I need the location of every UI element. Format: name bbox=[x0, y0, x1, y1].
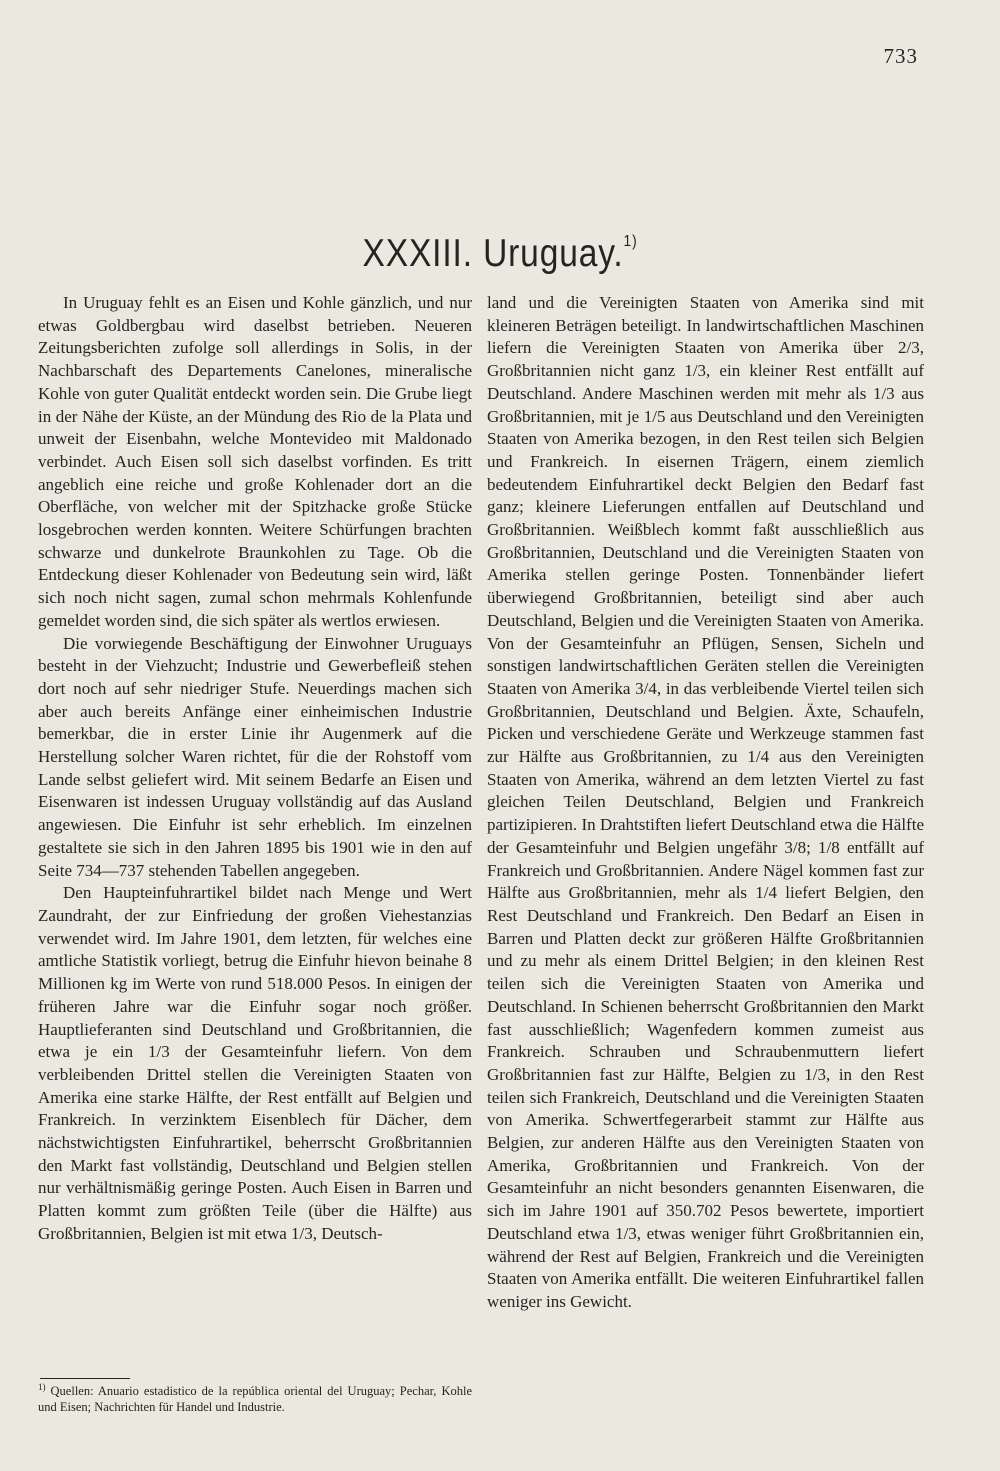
title-text: XXXIII. Uruguay. bbox=[362, 232, 624, 275]
footnote-marker: 1) bbox=[38, 1382, 46, 1392]
paragraph: In Uruguay fehlt es an Eisen und Kohle gänzlich, und nur etwas Goldbergbau wird daselbst betrieben. Neueren Zeitungsberichten zufolge soll allerdings in Solis, in der Nachbarschaft des Departements Canelones, mineralische Kohle von guter Qualität entdeckt worden sein. Die Grube liegt in der Nähe der Küste, an der Mündung des Rio de la Plata und unweit der Eisenbahn, welche Montevideo mit Maldonado verbindet. Auch Eisen soll sich daselbst vorfinden. Es tritt angeblich eine reiche und große Kohlenader dort an die Oberfläche, von welcher mit der Spitzhacke große Stücke losgebrochen werden konnten. Weitere Schürfungen brachten schwarze und dunkelrote Braunkohlen zu Tage. Ob die Entdeckung dieser Kohlenader von Bedeutung sein wird, läßt sich noch nicht sagen, zumal schon mehrmals Kohlenfunde gemeldet worden sind, die sich später als wertlos erwiesen. bbox=[38, 293, 472, 630]
right-column bbox=[487, 292, 924, 1314]
paragraph: Die vorwiegende Beschäftigung der Einwohner Uruguays besteht in der Viehzucht; Industrie und Gewerbefleiß stehen dort noch auf sehr niedriger Stufe. Neuerdings machen sich aber auch bereits Anfänge einer einheimischen Industrie bemerkbar, die in erster Linie ihr Augenmerk auf die Herstellung solcher Waren richtet, für die der Rohstoff vom Lande selbst geliefert wird. Mit seinem Bedarfe an Eisen und Eisenwaren ist indessen Uruguay vollständig auf das Ausland angewiesen. Die Einfuhr ist sehr erheblich. Im einzelnen gestaltete sie sich in den Jahren 1895 bis 1901 wie in den auf Seite 734—737 stehenden Tabellen angegeben. bbox=[38, 633, 472, 880]
page-number: 733 bbox=[883, 44, 918, 68]
footnote-text: Quellen: Anuario estadistico de la república oriental del Uruguay; Pechar, Kohle und Eisen; Nachrichten für Handel und Industrie. bbox=[38, 1384, 472, 1414]
footnote-rule bbox=[40, 1378, 130, 1379]
paragraph: Den Haupteinfuhrartikel bildet nach Menge und Wert Zaundraht, der zur Einfriedung der großen Viehestanzias verwendet wird. Im Jahre 1901, dem letzten, für welches eine amtliche Statistik vorliegt, betrug die Einfuhr hievon beinahe 8 Millionen kg im Werte von rund 518.000 Pesos. In einigen der früheren Jahre war die Einfuhr sogar noch größer. Hauptlieferanten sind Deutschland und Großbritannien, die etwa je ein 1/3 der Gesamteinfuhr liefern. Von dem verbleibenden Drittel stellen die Vereinigten Staaten von Amerika eine starke Hälfte, der Rest entfällt auf Belgien und Frankreich. In verzinktem Eisenblech für Dächer, dem nächstwichtigsten Einfuhrartikel, beherrscht Großbritannien den Markt fast vollständig, Deutschland und Belgien stellen nur verhältnismäßig geringe Posten. Auch Eisen in Barren und Platten kommt zum größten Teile (über die Hälfte) aus Großbritannien, Belgien ist mit etwa 1/3, Deutsch- bbox=[38, 883, 472, 1243]
footnote bbox=[38, 1380, 472, 1415]
title-footnote-marker: 1) bbox=[623, 233, 638, 250]
paragraph: land und die Vereinigten Staaten von Amerika sind mit kleineren Beträgen beteiligt. In landwirtschaftlichen Maschinen liefern die Vereinigten Staaten von Amerika über 2/3, Großbritannien nicht ganz 1/3, ein kleiner Rest entfällt auf Deutschland. Andere Maschinen werden mit mehr als 1/3 aus Großbritannien, mit je 1/5 aus Deutschland und den Vereinigten Staaten von Amerika bezogen, in den Rest teilen sich Belgien und Frankreich. In eisernen Trägern, einem ziemlich bedeutendem Einfuhrartikel deckt Belgien den Bedarf fast ganz; kleinere Lieferungen entfallen auf Deutschland und Großbritannien. Weißblech kommt faßt ausschließlich aus Großbritannien, Deutschland und die Vereinigten Staaten von Amerika stellen geringe Posten. Tonnenbänder liefert überwiegend Großbritannien, beteiligt sind aber auch Deutschland, Belgien und die Vereinigten Staaten von Amerika. Von der Gesamteinfuhr an Pflügen, Sensen, Sicheln und sonstigen landwirtschaftlichen Geräten stellen die Vereinigten Staaten von Amerika 3/4, in das verbleibende Viertel teilen sich Großbritannien, Deutschland und Belgien. Äxte, Schaufeln, Picken und verschiedene Geräte und Werkzeuge stammen fast zur Hälfte aus Großbritannien, zu 1/4 aus den Vereinigten Staaten von Amerika, während an dem letzten Viertel zu fast gleichen Teilen Deutschland, Belgien und Frankreich partizipieren. In Drahtstiften liefert Deutschland etwa die Hälfte der Gesamteinfuhr und Belgien ungefähr 3/8; 1/8 entfällt auf Frankreich und Großbritannien. Andere Nägel kommen fast zur Hälfte aus Großbritannien, mehr als 1/4 liefert Belgien, den Rest Deutschland und Frankreich. Den Bedarf an Eisen in Barren und Platten deckt zur größeren Hälfte Großbritannien und zu mehr als einem Drittel Belgien; in den kleinen Rest teilen sich die Vereinigten Staaten von Amerika und Deutschland. In Schienen beherrscht Großbritannien den Markt fast ausschließlich; Wagenfedern kommen zumeist aus Frankreich. Schrauben und Schraubenmuttern liefert Großbritannien fast zur Hälfte, Belgien zu 1/3, in den Rest teilen sich Frankreich, Deutschland und die Vereinigten Staaten von Amerika. Schwertfegerarbeit stammt zur Hälfte aus Belgien, zur anderen Hälfte aus den Vereinigten Staaten von Amerika, Großbritannien und Frankreich. Von der Gesamteinfuhr an nicht besonders genannten Eisenwaren, die sich im Jahre 1901 auf 350.702 Pesos bewertete, importiert Deutschland etwa 1/3, etwas weniger führt Großbritannien ein, während der Rest auf Belgien, Frankreich und die Vereinigten Staaten von Amerika entfällt. Die weiteren Einfuhrartikel fallen weniger ins Gewicht. bbox=[487, 293, 924, 1311]
left-column bbox=[38, 292, 472, 1246]
page-title bbox=[70, 232, 930, 276]
